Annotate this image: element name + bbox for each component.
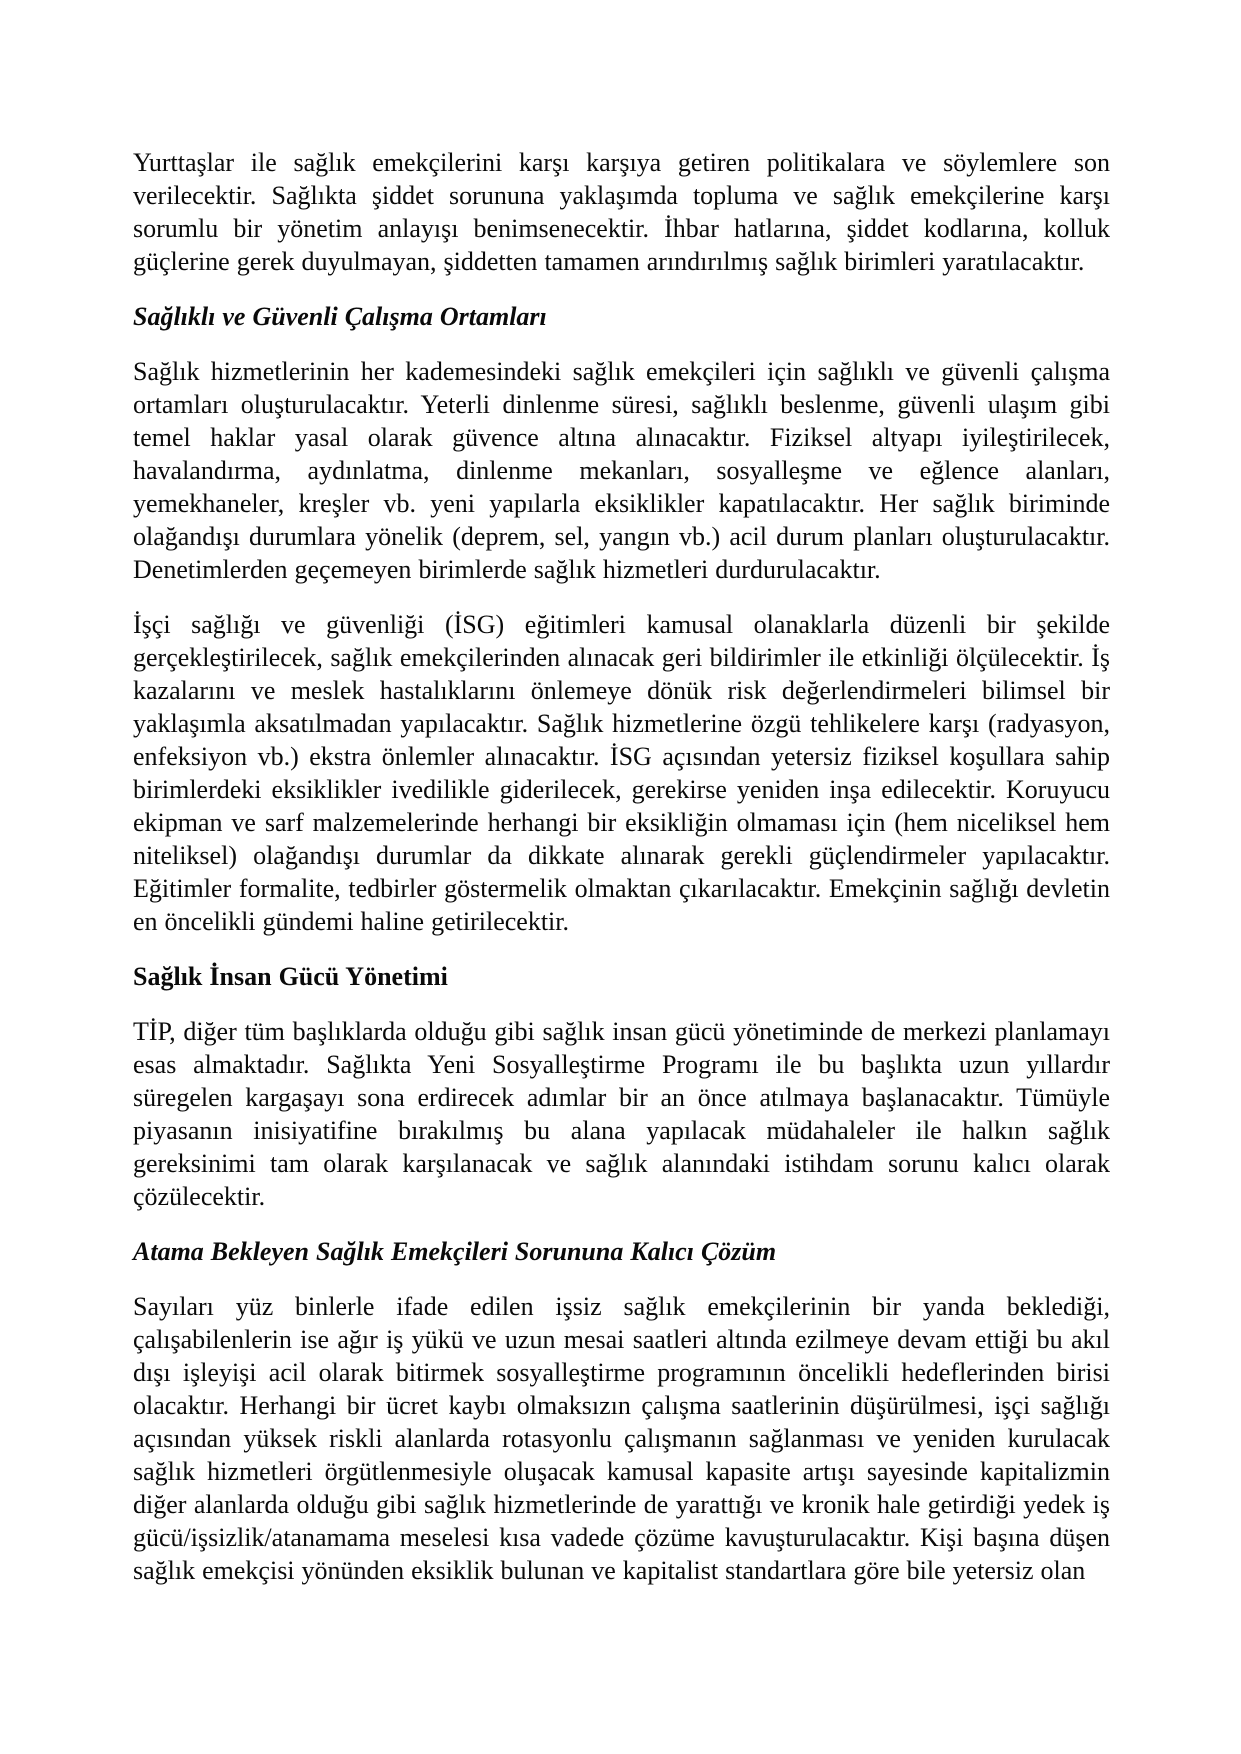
paragraph: Yurttaşlar ile sağlık emekçilerini karşı karşıya getiren politikalara ve söylemlere son verilecektir. Sağlıkta şiddet sorununa yaklaşımda topluma ve sağlık emekçilerine karşı sorumlu bir yönetim anlayışı benimsenecektir. İhbar hatlarına, şiddet kodlarına, kolluk güçlerine gerek duyulmayan, şiddetten tamamen arındırılmış sağlık birimleri yaratılacaktır. bbox=[133, 148, 1110, 276]
section-heading: Sağlık İnsan Gücü Yönetimi bbox=[133, 962, 448, 991]
paragraph: İşçi sağlığı ve güvenliği (İSG) eğitimleri kamusal olanaklarla düzenli bir şekilde gerçekleştirilecek, sağlık emekçilerinden alınacak geri bildirimler ile etkinliği ölçülecektir. İş kazalarını ve meslek hastalıklarını önlemeye dönük risk değerlendirmeleri bilimsel bir yaklaşımla aksatılmadan yapılacaktır. Sağlık hizmetlerine özgü tehlikelere karşı (radyasyon, enfeksiyon vb.) ekstra önlemler alınacaktır. İSG açısından yetersiz fiziksel koşullara sahip birimlerdeki eksiklikler ivedilikle giderilecek, gerekirse yeniden inşa edilecektir. Koruyucu ekipman ve sarf malzemelerinde herhangi bir eksikliğin olmaması için (hem niceliksel hem niteliksel) olağandışı durumlar da dikkate alınarak gerekli güçlendirmeler yapılacaktır. Eğitimler formalite, tedbirler göstermelik olmaktan çıkarılacaktır. Emekçinin sağlığı devletin en öncelikli gündemi haline getirilecektir. bbox=[133, 610, 1110, 936]
section-heading: Atama Bekleyen Sağlık Emekçileri Sorununa Kalıcı Çözüm bbox=[133, 1237, 777, 1266]
section-heading: Sağlıklı ve Güvenli Çalışma Ortamları bbox=[133, 302, 547, 331]
paragraph: Sağlık hizmetlerinin her kademesindeki sağlık emekçileri için sağlıklı ve güvenli çalışma ortamları oluşturulacaktır. Yeterli dinlenme süresi, sağlıklı beslenme, güvenli ulaşım gibi temel haklar yasal olarak güvence altına alınacaktır. Fiziksel altyapı iyileştirilecek, havalandırma, aydınlatma, dinlenme mekanları, sosyalleşme ve eğlence alanları, yemekhaneler, kreşler vb. yeni yapılarla eksiklikler kapatılacaktır. Her sağlık biriminde olağandışı durumlara yönelik (deprem, sel, yangın vb.) acil durum planları oluşturulacaktır. Denetimlerden geçemeyen birimlerde sağlık hizmetleri durdurulacaktır. bbox=[133, 357, 1110, 584]
document-text-area bbox=[133, 146, 1110, 1587]
paragraph: Sayıları yüz binlerle ifade edilen işsiz sağlık emekçilerinin bir yanda beklediği, çalışabilenlerin ise ağır iş yükü ve uzun mesai saatleri altında ezilmeye devam ettiği bu akıl dışı işleyişi acil olarak bitirmek sosyalleştirme programının öncelikli hedeflerinden birisi olacaktır. Herhangi bir ücret kaybı olmaksızın çalışma saatlerinin düşürülmesi, işçi sağlığı açısından yüksek riskli alanlarda rotasyonlu çalışmanın sağlanması ve yeniden kurulacak sağlık hizmetleri örgütlenmesiyle oluşacak kamusal kapasite artışı sayesinde kapitalizmin diğer alanlarda olduğu gibi sağlık hizmetlerinde de yarattığı ve kronik hale getirdiği yedek iş gücü/işsizlik/atanamama meselesi kısa vadede çözüme kavuşturulacaktır. Kişi başına düşen sağlık emekçisi yönünden eksiklik bulunan ve kapitalist standartlara göre bile yetersiz olan bbox=[133, 1292, 1110, 1585]
paragraph: TİP, diğer tüm başlıklarda olduğu gibi sağlık insan gücü yönetiminde de merkezi planlamayı esas almaktadır. Sağlıkta Yeni Sosyalleştirme Programı ile bu başlıkta uzun yıllardır süregelen kargaşayı sona erdirecek adımlar bir an önce atılmaya başlanacaktır. Tümüyle piyasanın inisiyatifine bırakılmış bu alana yapılacak müdahaleler ile halkın sağlık gereksinimi tam olarak karşılanacak ve sağlık alanındaki istihdam sorunu kalıcı olarak çözülecektir. bbox=[133, 1017, 1110, 1211]
